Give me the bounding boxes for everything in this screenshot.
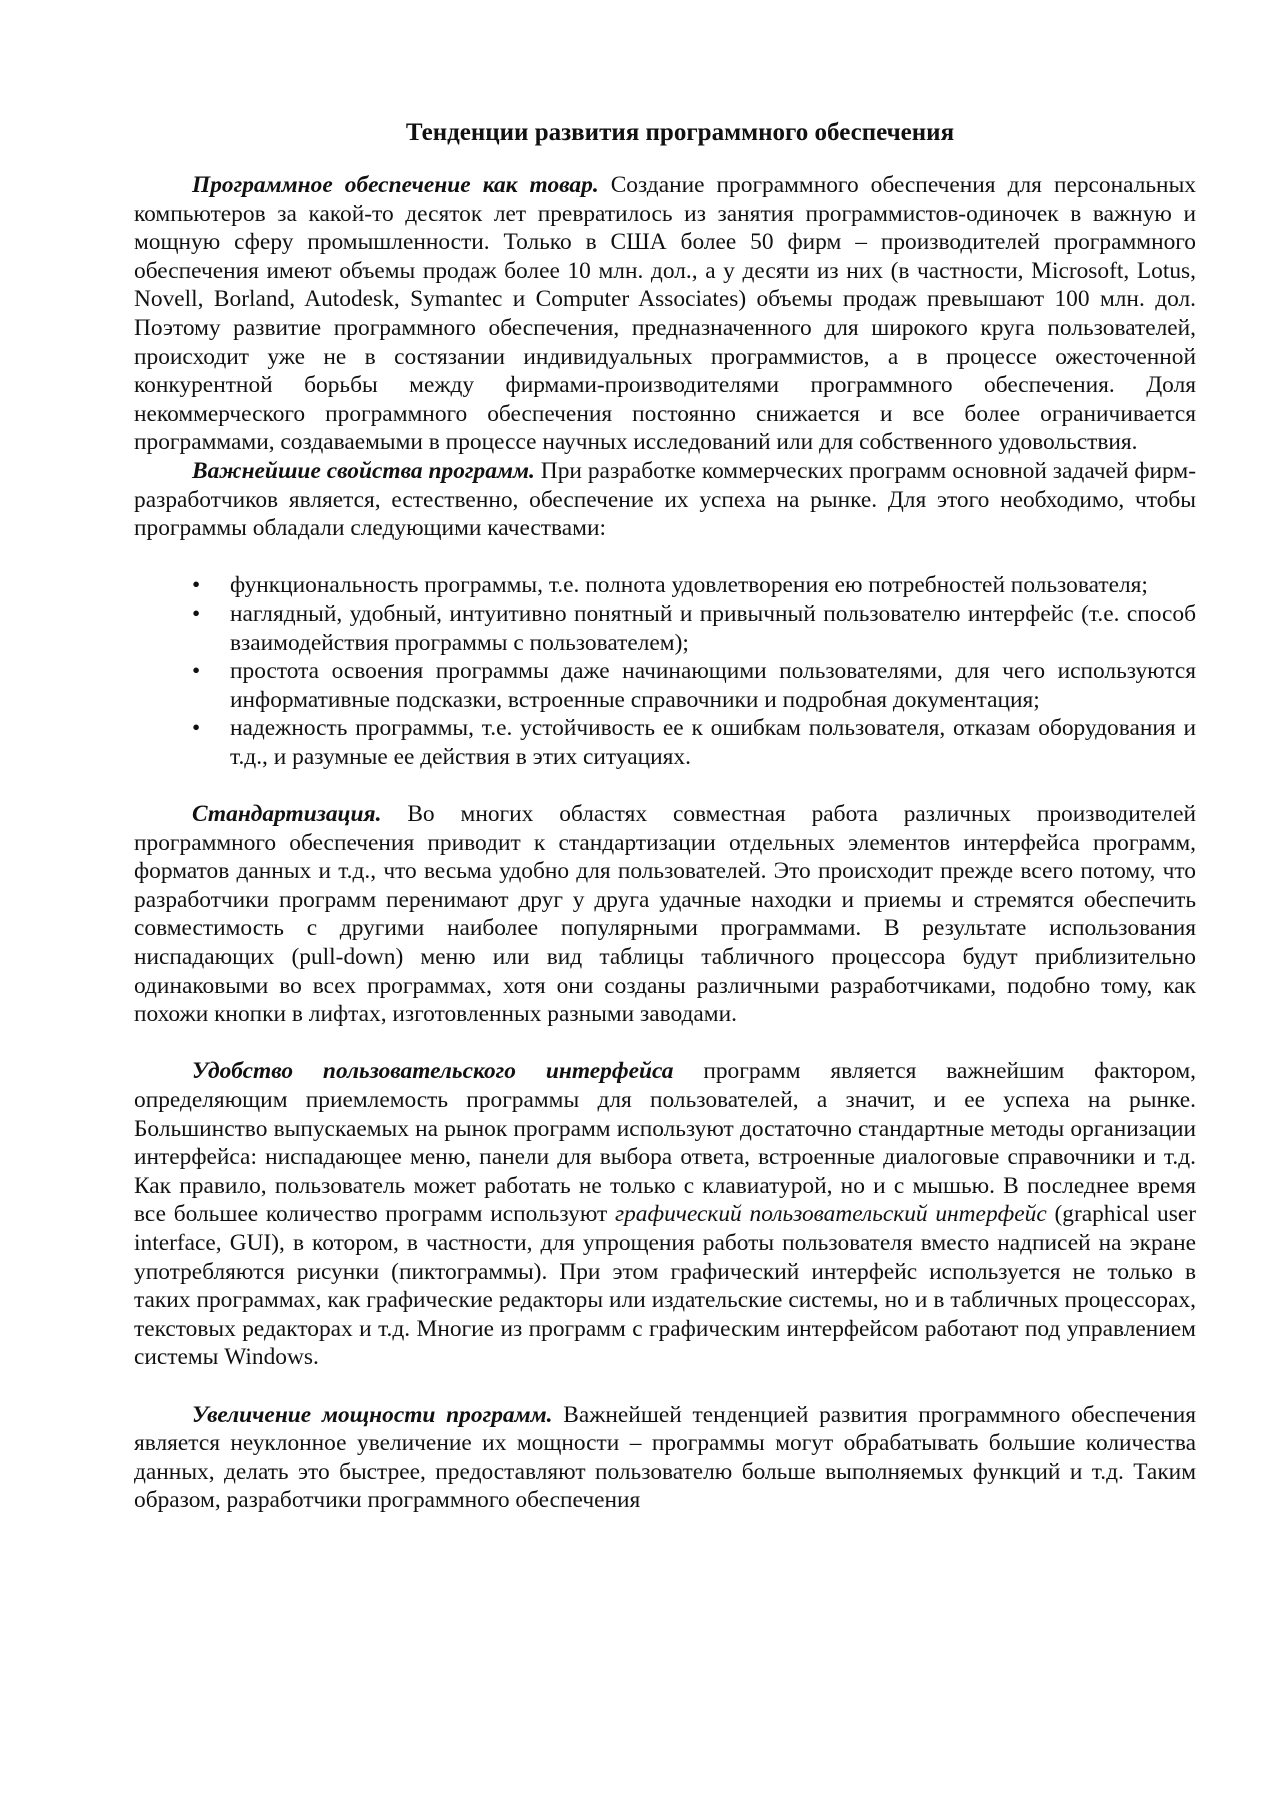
paragraph-text: Создание программного обеспечения для персональных компьютеров за какой-то десяток лет превратилось из занятия программистов-одиночек в важную и мощную сферу промышленности. Только в США более 50 фирм – производителей программного обеспечения имеют объемы продаж более 10 млн. дол., а у десяти из них (в частности, Microsoft, Lotus, Novell, Borland, Autodesk, Symantec и Computer Associates) объемы продаж превышают 100 млн. дол. Поэтому развитие программного обеспечения, предназначенного для широкого круга пользователей, происходит уже не в состязании индивидуальных программистов, а в процессе ожесточенной конкурентной борьбы между фирмами-производителями программного обеспечения. Доля некоммерческого программного обеспечения постоянно снижается и все более ограничивается программами, создаваемыми в процессе научных исследований или для собственного удовольствия. bbox=[134, 172, 1196, 456]
paragraph-power-increase bbox=[134, 1401, 1196, 1515]
list-item bbox=[134, 714, 1196, 771]
list-item bbox=[134, 657, 1196, 714]
bullet-icon: • bbox=[192, 715, 201, 742]
bullet-icon: • bbox=[192, 600, 201, 627]
paragraph-lead: Удобство пользовательского интерфейса bbox=[192, 1058, 674, 1085]
paragraph-text: программ является важнейшим фактором, определяющим приемлемость программы для пользователей, а значит, и ее успеха на рынке. Большинство выпускаемых на рынок программ используют достаточно стандартные методы организации интерфейса: ниспадающее меню, панели для выбора ответа, встроенные диалоговые справочники и т.д. Как правило, пользователь может работать не только с клавиатурой, но и с мышью. В последнее время все большее количество программ используют bbox=[134, 1058, 1196, 1228]
document-page bbox=[134, 118, 1196, 1515]
paragraph-text: Важнейшей тенденцией развития программного обеспечения является неуклонное увеличение их мощности – программы могут обрабатывать большие количества данных, делать это быстрее, предоставляют пользователю больше выполняемых функций и т.д. Таким образом, разработчики программного обеспечения bbox=[134, 1401, 1196, 1514]
list-item-text: функциональность программы, т.е. полнота удовлетворения ею потребностей пользователя; bbox=[230, 572, 1148, 599]
paragraph-lead: Программное обеспечение как товар. bbox=[192, 172, 599, 198]
paragraph-software-as-product bbox=[134, 171, 1196, 457]
paragraph-text: Во многих областях совместная работа различных производителей программного обеспечения приводит к стандартизации отдельных элементов интерфейса программ, форматов данных и т.д., что весьма удобно для пользователей. Это происходит прежде всего потому, что разработчики программ перенимают друг у друга удачные находки и приемы и стремятся обеспечить совместимость с другими наиболее популярными программами. В результате использования ниспадающих (pull-down) меню или вид таблицы табличного процессора будут приблизительно одинаковыми во всех программах, хотя они созданы различными разработчиками, подобно тому, как похожи кнопки в лифтах, изготовленных разными заводами. bbox=[134, 801, 1196, 1028]
paragraph-ui-convenience bbox=[134, 1057, 1196, 1372]
properties-list bbox=[134, 571, 1196, 771]
list-item bbox=[134, 571, 1196, 600]
paragraph-standardization bbox=[134, 800, 1196, 1029]
bullet-icon: • bbox=[192, 572, 201, 599]
paragraph-text: При разработке коммерческих программ основной задачей фирм-разработчиков является, естественно, обеспечение их успеха на рынке. Для этого необходимо, чтобы программы обладали следующими качествами: bbox=[134, 457, 1196, 542]
list-item-text: простота освоения программы даже начинающими пользователями, для чего используются информативные подсказки, встроенные справочники и подробная документация; bbox=[230, 658, 1196, 713]
list-item-text: надежность программы, т.е. устойчивость ее к ошибкам пользователя, отказам оборудования и т.д., и разумные ее действия в этих ситуациях. bbox=[230, 715, 1196, 770]
document-title: Тенденции развития программного обеспечения bbox=[405, 119, 955, 146]
paragraph-lead: Увеличение мощности программ. bbox=[192, 1401, 553, 1428]
paragraph-text-after: (graphical user interface, GUI), в котором, в частности, для упрощения работы пользователя вместо надписей на экране употребляются рисунки (пиктограммы). При этом графический интерфейс используется не только в таких программах, как графические редакторы или издательские системы, но и в табличных процессорах, текстовых редакторах и т.д. Многие из программ с графическим интерфейсом работают под управлением системы Windows. bbox=[134, 1201, 1196, 1371]
list-item bbox=[134, 600, 1196, 657]
bullet-icon: • bbox=[192, 658, 201, 685]
list-item-text: наглядный, удобный, интуитивно понятный и привычный пользователю интерфейс (т.е. способ взаимодействия программы с пользователем); bbox=[230, 600, 1196, 656]
paragraph-emphasis: графический пользовательский интерфейс bbox=[614, 1201, 1047, 1228]
paragraph-lead: Важнейшие свойства программ. bbox=[192, 457, 535, 484]
paragraph-lead: Стандартизация. bbox=[192, 801, 382, 828]
paragraph-key-properties bbox=[134, 457, 1196, 543]
